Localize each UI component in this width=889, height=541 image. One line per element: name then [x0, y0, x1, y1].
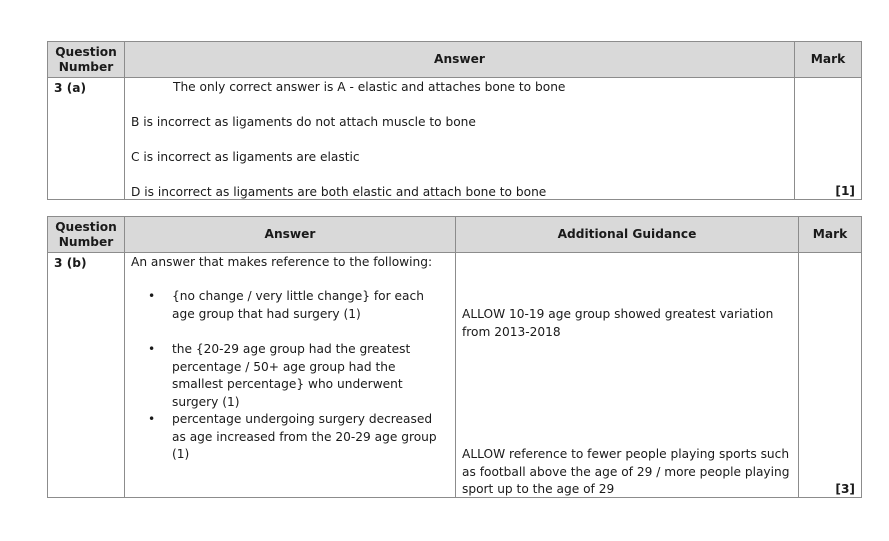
- bullet: •: [148, 412, 156, 426]
- answer-line-b: B is incorrect as ligaments do not attach muscle to bone: [131, 115, 476, 129]
- point-text: the {20-29 age group had the greatest percentage / 50+ age group had the smallest percentage} who underwent surgery (1): [172, 342, 411, 409]
- mark-header: Mark: [799, 217, 862, 253]
- mark-cell: [795, 78, 862, 200]
- guidance-note: ALLOW reference to fewer people playing sports such as football above the age of 29 / more people playing sport up to the age of 29: [462, 447, 790, 496]
- answer-line-c: C is incorrect as ligaments are elastic: [131, 150, 360, 164]
- mark-scheme-table-3a: [47, 41, 862, 200]
- point-text: percentage undergoing surgery decreased as age increased from the 20-29 age group (1): [172, 412, 437, 461]
- answer-line-d: D is incorrect as ligaments are both elastic and attach bone to bone: [131, 185, 547, 199]
- mark-value: [1]: [835, 184, 855, 198]
- answer-header: Answer: [125, 217, 456, 253]
- answer-intro: An answer that makes reference to the following:: [131, 255, 433, 269]
- question-number-header: Question Number: [48, 42, 125, 78]
- bullet: •: [148, 289, 156, 303]
- guidance-cell: [456, 253, 799, 498]
- mark-cell: [799, 253, 862, 498]
- mark-header: Mark: [795, 42, 862, 78]
- mark-value: [3]: [835, 482, 855, 496]
- guidance-note: ALLOW 10-19 age group showed greatest variation from 2013-2018: [462, 307, 774, 339]
- answer-line-correct: The only correct answer is A - elastic and attaches bone to bone: [173, 80, 566, 94]
- guidance-header: Additional Guidance: [456, 217, 799, 253]
- mark-scheme-table-3b: [47, 216, 862, 498]
- question-number-header: Question Number: [48, 217, 125, 253]
- question-number: 3 (a): [48, 78, 125, 200]
- answer-cell: [125, 253, 456, 498]
- answer-header: Answer: [125, 42, 795, 78]
- bullet: •: [148, 342, 156, 356]
- answer-cell: [125, 78, 795, 200]
- question-number: 3 (b): [48, 253, 125, 498]
- point-text: {no change / very little change} for each age group that had surgery (1): [172, 289, 424, 321]
